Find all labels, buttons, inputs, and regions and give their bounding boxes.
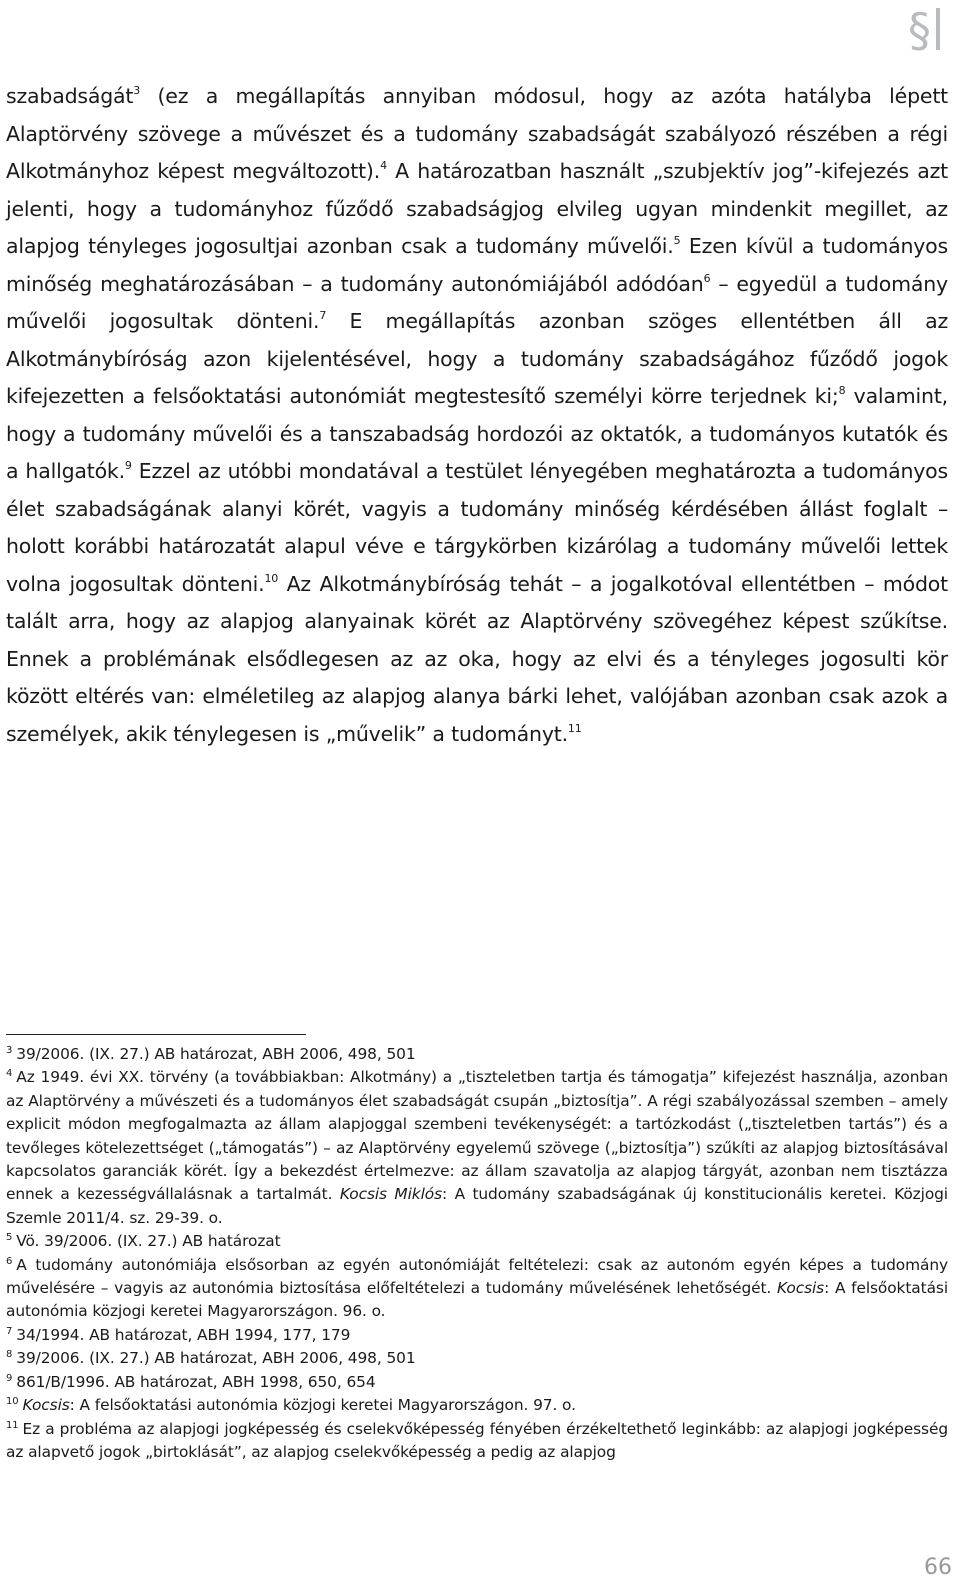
footnote-ref-3[interactable]: 3 (133, 84, 141, 97)
footnote-text: Ez a probléma az alapjogi jogképesség és cselekvőképesség fényében érzékeltethető leginkább: az alapjogi jogképesség az alapvető jogok „birtoklását”, az alapjog cselekvőképesség a pedig az alapjog (6, 1419, 948, 1461)
footnote-text: Az 1949. évi XX. törvény (a továbbiakban: Alkotmány) a „tiszteletben tartja és támogatja” kifejezést használja, azonban az Alaptörvény a művészeti és a tudományos élet szabadságát csupán „biztosítja”. A régi szabályozással szemben – amely explicit módon megfogalmazta az állam alapjoggal szembeni tevékenységét: a tartózkodást („tiszteletben tartás”) és a tevőleges kötelezettséget („támogatás”) – az Alaptörvény egyelemű szövege („biztosítja”) szűkíti az alapjog biztosításával kapcsolatos garanciák körét. Így a bekezdést értelmezve: az állam szavatolja az alapjog tárgyát, azonban nem tisztázza ennek a kezességvállalásnak a tartalmát. (6, 1068, 948, 1204)
text-run: – egyedül a tudomány művelői jogosultak dönteni. (6, 271, 948, 333)
logo-glyph: § (908, 3, 931, 54)
footnote-number: 7 (6, 1325, 13, 1337)
footnote-number: 10 (6, 1396, 19, 1408)
footnote-4 (6, 1066, 948, 1230)
main-paragraph (6, 78, 948, 753)
footnote-text: 39/2006. (IX. 27.) AB határozat, ABH 2006, 498, 501 (16, 1349, 416, 1368)
footnote-text: 861/B/1996. AB határozat, ABH 1998, 650, 654 (16, 1372, 376, 1391)
footnote-author: Kocsis (22, 1396, 70, 1415)
text-run: (ez a megállapítás annyiban módosul, hogy az azóta hatályba lépett Alaptörvény szövege a művészet és a tudomány szabadságát szabályozó részében a régi Alkotmányhoz képest megváltozott). (6, 84, 948, 183)
footnote-text: A tudomány autonómiája elsősorban az egyén autonómiáját feltételezi: csak az autonóm egyén képes a tudomány művelésére – vagyis az autonómia biztosítása előfeltételezi a tudomány művelésének lehetőségét. (6, 1255, 948, 1298)
footnote-ref-9[interactable]: 9 (124, 459, 132, 472)
footnote-6 (6, 1254, 948, 1324)
text-run: A határozatban használt „szubjektív jog”-kifejezés azt jelenti, hogy a tudományhoz fűződő szabadságjog elvileg ugyan mindenkit megillet, az alapjog tényleges jogosultjai azonban csak a tudomány művelői. (6, 159, 948, 258)
footnote-ref-6[interactable]: 6 (703, 271, 711, 285)
footnote-ref-11[interactable]: 11 (567, 721, 582, 735)
footnote-3 (6, 1043, 948, 1066)
footnote-author: Kocsis Miklós (339, 1185, 443, 1204)
footnote-text: 34/1994. AB határozat, ABH 1994, 177, 179 (16, 1325, 351, 1344)
footnote-9 (6, 1371, 948, 1394)
footnote-number: 9 (6, 1372, 13, 1384)
footnote-text: : A tudomány szabadságának új konstitucionális keretei. Közjogi Szemle 2011/4. sz. 29-39. o. (6, 1185, 948, 1227)
paragraph (6, 78, 948, 753)
footnote-text: 39/2006. (IX. 27.) AB határozat, ABH 2006, 498, 501 (16, 1045, 416, 1063)
text-run: szabadságát (6, 84, 134, 108)
footnote-5 (6, 1230, 948, 1253)
footnote-11 (6, 1418, 948, 1465)
footnote-divider (6, 1034, 306, 1035)
footnotes (6, 1043, 948, 1464)
section-sign-logo (906, 2, 946, 54)
footnote-text: Vö. 39/2006. (IX. 27.) AB határozat (16, 1232, 281, 1251)
footnote-number: 6 (6, 1255, 13, 1267)
footnote-number: 4 (6, 1068, 13, 1080)
footnote-ref-5[interactable]: 5 (673, 234, 681, 247)
footnote-text: : A felsőoktatási autonómia közjogi keretei Magyarországon. 97. o. (69, 1396, 576, 1415)
footnote-text: : A felsőoktatási autonómia közjogi keretei Magyarországon. 96. o. (6, 1279, 948, 1321)
footnote-ref-7[interactable]: 7 (319, 309, 327, 322)
footnote-number: 11 (6, 1419, 19, 1431)
text-run: Ezzel az utóbbi mondatával a testület lényegében meghatározta a tudományos élet szabadságának alanyi körét, vagyis a tudomány minőség kérdésében állást foglalt – holott korábbi határozatát alapul véve e tárgykörben kizárólag a tudomány művelői lettek volna jogosultak dönteni. (6, 459, 948, 596)
footnote-ref-10[interactable]: 10 (264, 571, 279, 585)
footnote-8 (6, 1347, 948, 1370)
footnote-ref-8[interactable]: 8 (838, 384, 846, 397)
footnote-number: 8 (6, 1349, 13, 1361)
text-run: E megállapítás azonban szöges ellentétben áll az Alkotmánybíróság azon kijelentésével, hogy a tudomány szabadságához fűződő jogok kifejezetten a felsőoktatási autonómiát megtestesítő személyi körre terjednek ki; (6, 309, 948, 408)
text-run: Az Alkotmánybíróság tehát – a jogalkotóval ellentétben – módot talált arra, hogy az alapjog alanyainak körét az Alaptörvény szövegéhez képest szűkítse. Ennek a problémának elsődlegesen az az oka, hogy az elvi és a tényleges jogosulti kör között eltérés van: elméletileg az alapjog alanya bárki lehet, valójában azonban csak azok a személyek, akik ténylegesen is „művelik” a tudományt. (6, 571, 948, 746)
page-number: 66 (924, 1555, 952, 1580)
footnote-number: 5 (6, 1232, 13, 1244)
footnote-number: 3 (6, 1045, 13, 1056)
logo-bar (936, 8, 940, 50)
footnote-author: Kocsis (776, 1279, 825, 1298)
text-run: valamint, hogy a tudomány művelői és a tanszabadság hordozói az oktatók, a tudományos kutatók és a hallgatók. (6, 384, 948, 483)
footnote-ref-4[interactable]: 4 (380, 159, 387, 172)
footnote-10 (6, 1394, 948, 1417)
footnote-7 (6, 1324, 948, 1347)
text-run: Ezen kívül a tudományos minőség meghatározásában – a tudomány autonómiájából adódóan (6, 234, 949, 296)
